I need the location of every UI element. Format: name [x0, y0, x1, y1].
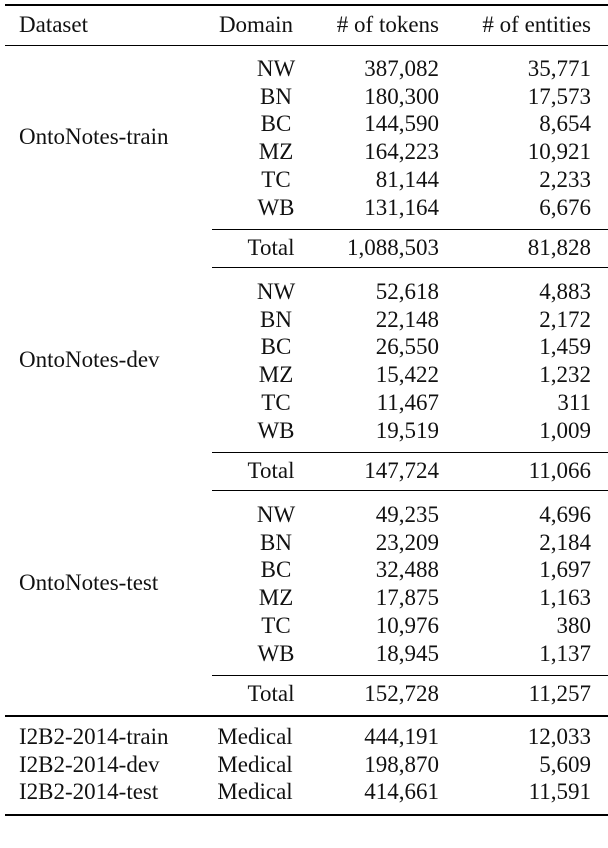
tokens-cell: 18,945 — [375, 641, 439, 666]
tokens-cell: 23,209 — [375, 530, 439, 555]
domain-cell: WB — [257, 641, 295, 666]
domain-cell: BC — [260, 557, 292, 582]
domain-cell: MZ — [258, 139, 294, 164]
header-tokens: # of tokens — [336, 12, 439, 37]
total-label: Total — [247, 681, 295, 706]
domain-cell: BN — [260, 530, 292, 555]
tokens-cell: 19,519 — [375, 418, 439, 443]
medical-domain: Medical — [217, 779, 293, 804]
group-name-dev: OntoNotes-dev — [19, 347, 160, 372]
tokens-cell: 32,488 — [375, 557, 439, 582]
domain-cell: NW — [256, 502, 296, 527]
entities-cell: 1,137 — [539, 641, 591, 666]
tokens-cell: 49,235 — [375, 502, 439, 527]
domain-cell: WB — [257, 195, 295, 220]
domain-cell: TC — [261, 613, 291, 638]
domain-cell: TC — [261, 390, 291, 415]
top-rule — [5, 4, 608, 6]
total-entities: 81,828 — [527, 235, 591, 260]
tokens-cell: 387,082 — [364, 56, 439, 81]
medical-dataset: I2B2-2014-test — [19, 779, 159, 804]
bottom-rule — [5, 814, 608, 816]
tokens-cell: 22,148 — [375, 307, 439, 332]
domain-cell: MZ — [258, 362, 294, 387]
medical-entities: 11,591 — [528, 779, 591, 804]
tokens-cell: 52,618 — [375, 279, 439, 304]
domain-cell: NW — [256, 279, 296, 304]
domain-cell: BC — [260, 334, 292, 359]
domain-cell: BC — [260, 111, 292, 136]
total-rule-dev — [212, 452, 608, 453]
medical-tokens: 414,661 — [364, 779, 439, 804]
header-rule — [5, 45, 608, 46]
entities-cell: 8,654 — [539, 111, 591, 136]
group-name-train: OntoNotes-train — [19, 124, 169, 149]
entities-cell: 1,163 — [539, 585, 591, 610]
group-rule-train — [212, 267, 608, 268]
header-domain: Domain — [218, 12, 294, 37]
total-entities: 11,066 — [528, 458, 591, 483]
entities-cell: 2,184 — [539, 530, 591, 555]
tokens-cell: 164,223 — [364, 139, 439, 164]
header-dataset: Dataset — [19, 12, 88, 37]
medical-domain: Medical — [217, 752, 293, 777]
entities-cell: 6,676 — [539, 195, 591, 220]
tokens-cell: 17,875 — [375, 585, 439, 610]
entities-cell: 10,921 — [527, 139, 591, 164]
entities-cell: 311 — [557, 390, 591, 415]
entities-cell: 1,697 — [539, 557, 591, 582]
total-rule-test — [212, 675, 608, 676]
domain-cell: BN — [260, 307, 292, 332]
entities-cell: 2,172 — [539, 307, 591, 332]
entities-cell: 380 — [556, 613, 591, 638]
total-entities: 11,257 — [528, 681, 591, 706]
group-rule-dev — [212, 490, 608, 491]
section-rule — [5, 715, 608, 717]
domain-cell: BN — [260, 84, 292, 109]
tokens-cell: 26,550 — [375, 334, 439, 359]
entities-cell: 2,233 — [539, 167, 591, 192]
domain-cell: WB — [257, 418, 295, 443]
domain-cell: NW — [256, 56, 296, 81]
entities-cell: 1,009 — [539, 418, 591, 443]
group-name-test: OntoNotes-test — [19, 570, 159, 595]
entities-cell: 4,696 — [539, 502, 591, 527]
total-tokens: 1,088,503 — [347, 235, 439, 260]
medical-entities: 12,033 — [527, 724, 591, 749]
tokens-cell: 131,164 — [364, 195, 439, 220]
entities-cell: 1,232 — [539, 362, 591, 387]
domain-cell: TC — [261, 167, 291, 192]
tokens-cell: 10,976 — [375, 613, 439, 638]
total-tokens: 147,724 — [364, 458, 439, 483]
medical-tokens: 198,870 — [364, 752, 439, 777]
total-rule-train — [212, 229, 608, 230]
header-entities: # of entities — [482, 12, 591, 37]
total-label: Total — [247, 458, 295, 483]
entities-cell: 35,771 — [527, 56, 591, 81]
medical-domain: Medical — [217, 724, 293, 749]
medical-tokens: 444,191 — [364, 724, 439, 749]
tokens-cell: 180,300 — [364, 84, 439, 109]
tokens-cell: 81,144 — [375, 167, 439, 192]
tokens-cell: 144,590 — [364, 111, 439, 136]
tokens-cell: 15,422 — [375, 362, 439, 387]
total-tokens: 152,728 — [364, 681, 439, 706]
entities-cell: 1,459 — [539, 334, 591, 359]
entities-cell: 4,883 — [539, 279, 591, 304]
medical-entities: 5,609 — [539, 752, 591, 777]
medical-dataset: I2B2-2014-dev — [19, 752, 160, 777]
tokens-cell: 11,467 — [376, 390, 439, 415]
entities-cell: 17,573 — [527, 84, 591, 109]
domain-cell: MZ — [258, 585, 294, 610]
total-label: Total — [247, 235, 295, 260]
medical-dataset: I2B2-2014-train — [19, 724, 169, 749]
